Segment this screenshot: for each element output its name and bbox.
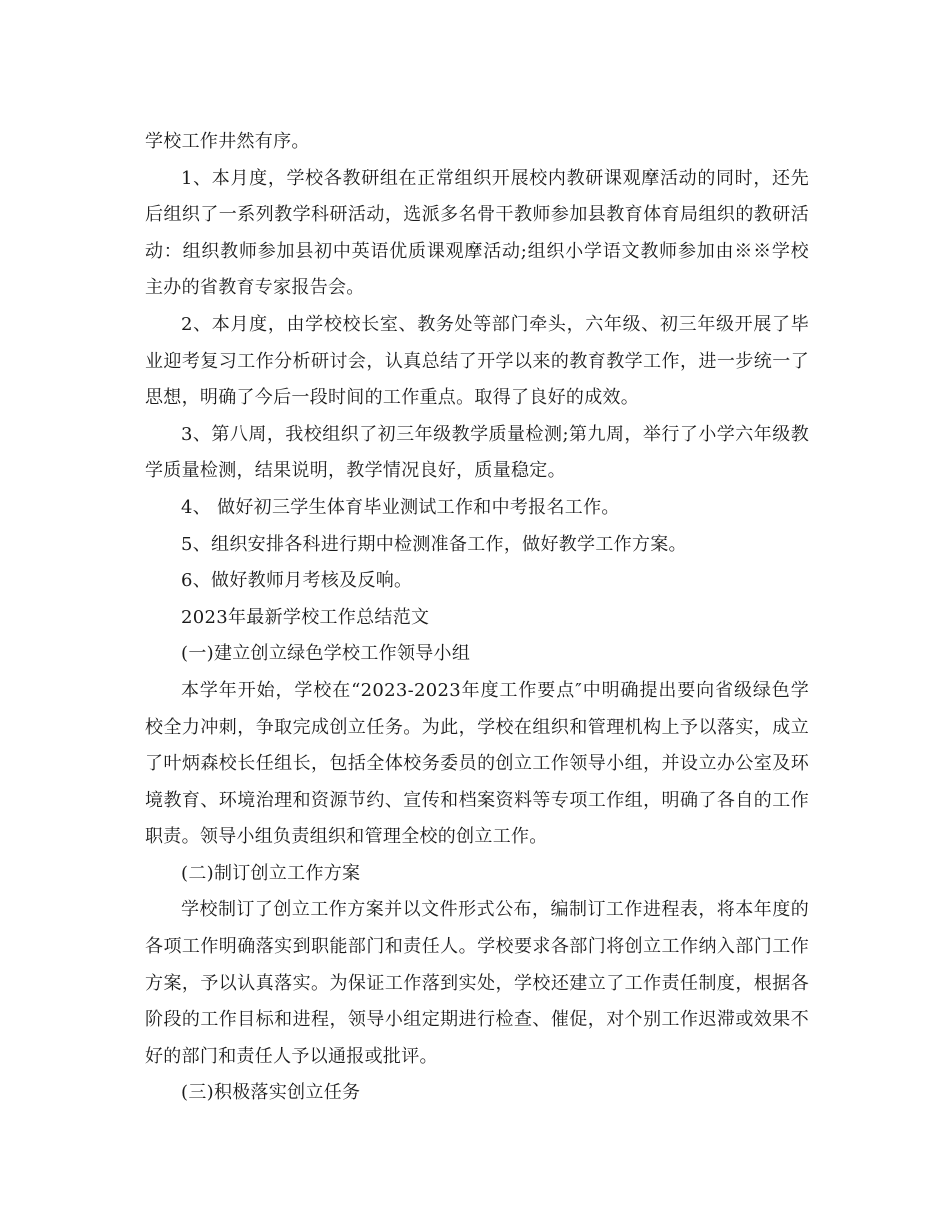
paragraph-item-4: 4、 做好初三学生体育毕业测试工作和中考报名工作。 bbox=[181, 496, 620, 518]
paragraph-body-1: 本学年开始，学校在“2023-2023年度工作要点″中明确提出要向省级绿色学校全力冲刺，争取完成创立任务。为此，学校在组织和管理机构上予以落实，成立了叶炳森校长任组长，包括全体校务委员的创立工作领导小组，并设立办公室及环境教育、环境治理和资源节约、宣传和档案资料等专项工作组，明确了各自的工作职责。领导小组负责组织和管理全校的创立工作。 bbox=[145, 679, 809, 848]
section-title: 2023年最新学校工作总结范文 bbox=[181, 606, 430, 628]
subheading-2: (二)制订创立工作方案 bbox=[181, 862, 361, 884]
subheading-3: (三)积极落实创立任务 bbox=[181, 1082, 361, 1104]
paragraph-item-6: 6、做好教师月考核及反响。 bbox=[181, 570, 413, 592]
paragraph-item-2: 2、本月度，由学校校长室、教务处等部门牵头，六年级、初三年级开展了毕业迎考复习工作分析研讨会，认真总结了开学以来的教育教学工作，进一步统一了思想，明确了今后一段时间的工作重点。取得了良好的成效。 bbox=[145, 313, 809, 409]
paragraph-item-1: 1、本月度，学校各教研组在正常组织开展校内教研课观摩活动的同时，还先后组织了一系列教学科研活动，选派多名骨干教师参加县教育体育局组织的教研活动：组织教师参加县初中英语优质课观摩活动;组织小学语文教师参加由※※学校主办的省教育专家报告会。 bbox=[145, 167, 809, 299]
paragraph-item-3: 3、第八周，我校组织了初三年级教学质量检测;第九周，举行了小学六年级教学质量检测，结果说明，教学情况良好，质量稳定。 bbox=[145, 423, 809, 482]
paragraph-continuation: 学校工作井然有序。 bbox=[145, 131, 310, 152]
paragraph-item-5: 5、组织安排各科进行期中检测准备工作，做好教学工作方案。 bbox=[181, 533, 687, 555]
paragraph-body-2: 学校制订了创立工作方案并以文件形式公布，编制订工作进程表，将本年度的各项工作明确落实到职能部门和责任人。学校要求各部门将创立工作纳入部门工作方案，予以认真落实。为保证工作落到实处，学校还建立了工作责任制度，根据各阶段的工作目标和进程，领导小组定期进行检查、催促，对个别工作迟滞或效果不好的部门和责任人予以通报或批评。 bbox=[145, 899, 809, 1067]
document-body bbox=[145, 124, 809, 1112]
subheading-1: (一)建立创立绿色学校工作领导小组 bbox=[181, 643, 471, 665]
